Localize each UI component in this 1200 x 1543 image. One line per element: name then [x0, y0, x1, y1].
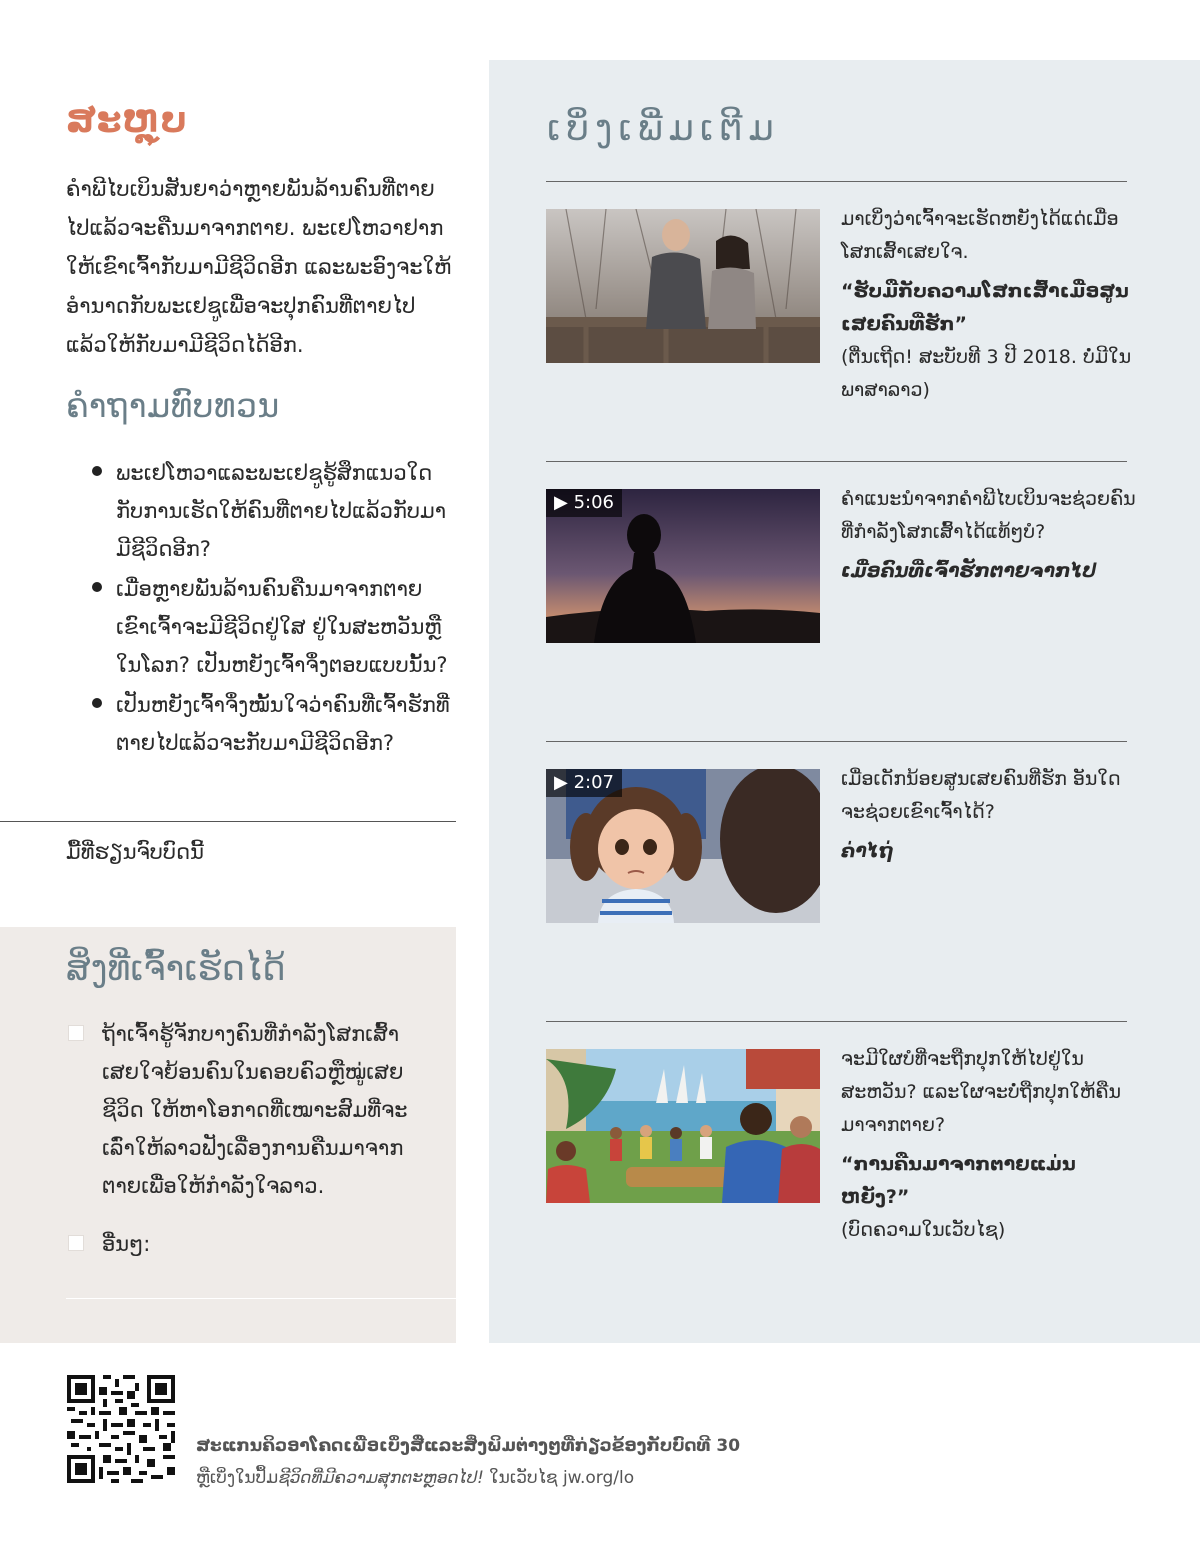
- footer-line-1: ສະແກນຄິວອາໂຄດເພື່ອເບິ່ງສື່ແລະສິ່ງພິມຕ່າງໆທີ່ກ່ຽວຂ້ອງກັບບົດທີ 30: [196, 1436, 741, 1456]
- review-question: ເມື່ອຫຼາຍພັນລ້ານຄົນຄືນມາຈາກຕາຍ ເຂົາເຈົ້າຈະມີຊີວິດຢູ່ໃສ ຢູ່ໃນສະຫວັນຫຼືໃນໂລກ? ເປັນຫຍັງເຈົ້າຈຶ່ງຕອບແບບນັ້ນ?: [90, 570, 450, 684]
- footer-book-title: ຊີວິດທີ່ມີຄວາມສຸກຕະຫຼອດໄປ!: [278, 1468, 484, 1488]
- todo-list: [66, 1015, 436, 1283]
- divider: [546, 461, 1127, 462]
- resource-text: [841, 1043, 1136, 1247]
- footer-prefix: ຫຼືເບິ່ງໃນປຶ້ມ: [196, 1468, 279, 1488]
- review-questions-title: ຄຳຖາມທົບທວນ: [66, 386, 280, 425]
- divider: [0, 821, 456, 822]
- review-question: ພະເຢໂຫວາແລະພະເຢຊູຮູ້ສຶກແນວໃດກັບການເຮັດໃຫ້ຄົນທີ່ຕາຍໄປແລ້ວກັບມາມີຊີວິດອີກ?: [90, 454, 450, 568]
- explore-more-title: ເບິ່ງເພີ່ມເຕີມ: [547, 108, 780, 149]
- resource-intro: ມາເບິ່ງວ່າເຈົ້າຈະເຮັດຫຍັງໄດ້ແດ່ເມື່ອໂສກເສົ້າເສຍໃຈ.: [841, 208, 1119, 263]
- resource-title-link[interactable]: ເມື່ອຄົນທີ່ເຈົ້າຮັກຕາຍຈາກໄປ: [841, 560, 1097, 582]
- divider: [546, 181, 1127, 182]
- completion-date-label: ມື້ທີ່ຮຽນຈົບບົດນີ້: [66, 840, 204, 864]
- resource-intro: ເມື່ອເດັກນ້ອຍສູນເສຍຄົນທີ່ຮັກ ອັນໃດຈະຊ່ວຍເຂົາເຈົ້າໄດ້?: [841, 768, 1121, 823]
- couple-photo-thumbnail[interactable]: [546, 209, 820, 363]
- resource-intro: ຈະມີໃຜບໍທີ່ຈະຖືກປຸກໃຫ້ໄປຢູ່ໃນສະຫວັນ? ແລະໃຜຈະບໍ່ຖືກປຸກໃຫ້ຄືນມາຈາກຕາຍ?: [841, 1048, 1121, 1136]
- divider: [546, 1021, 1127, 1022]
- review-question: ເປັນຫຍັງເຈົ້າຈຶ່ງໝັ້ນໃຈວ່າຄົນທີ່ເຈົ້າຮັກທີ່ຕາຍໄປແລ້ວຈະກັບມາມີຊີວິດອີກ?: [90, 686, 450, 762]
- qr-code-icon[interactable]: [67, 1375, 175, 1483]
- resource-title-link[interactable]: “ຮັບມືກັບຄວາມໂສກເສົ້າເມື່ອສູນເສຍຄົນທີ່ຮັກ”: [841, 280, 1129, 335]
- todo-title: ສິ່ງທີ່ເຈົ້າເຮັດໄດ້: [66, 949, 286, 989]
- things-you-can-do-box: [0, 927, 456, 1343]
- review-questions-list: [90, 454, 450, 764]
- divider: [546, 741, 1127, 742]
- video-duration-badge: ▶ 5:06: [546, 489, 622, 517]
- animated-girl-video-thumbnail[interactable]: [546, 769, 820, 923]
- todo-item-text: ຖ້າເຈົ້າຮູ້ຈັກບາງຄົນທີ່ກຳລັງໂສກເສົ້າເສຍໃຈຍ້ອນຄົນໃນຄອບຄົວຫຼືໝູ່ເສຍຊີວິດ ໃຫ້ຫາໂອກາດທີ່ເໝາະສົມທີ່ຈະເລົ່າໃຫ້ລາວຟັງເລື່ອງການຄືນມາຈາກຕາຍເພື່ອໃຫ້ກຳລັງໃຈລາວ.: [102, 1022, 408, 1198]
- video-duration-badge: ▶ 2:07: [546, 769, 622, 797]
- resource-note: (ບົດຄວາມໃນເວັບໄຊ): [841, 1219, 1006, 1241]
- resource-text: [841, 483, 1136, 588]
- resource-intro: ຄຳແນະນຳຈາກຄຳພີໄບເບິນຈະຊ່ວຍຄົນທີ່ກຳລັງໂສກເສົ້າໄດ້ແທ້ໆບໍ?: [841, 488, 1136, 543]
- summary-text: ຄຳພີໄບເບິນສັນຍາວ່າຫຼາຍພັນລ້ານຄົນທີ່ຕາຍໄປແລ້ວຈະຄືນມາຈາກຕາຍ. ພະເຢໂຫວາຢາກໃຫ້ເຂົາເຈົ້າກັບມາມີຊີວິດອີກ ແລະພະອົງຈະໃຫ້ອຳນາດກັບພະເຢຊູເພື່ອຈະປຸກຄົນທີ່ຕາຍໄປແລ້ວໃຫ້ກັບມາມີຊີວິດໄດ້ອີກ.: [66, 177, 452, 357]
- footer-website-link[interactable]: ໃນເວັບໄຊ jw.org/lo: [483, 1468, 635, 1488]
- summary-title: ສະຫຼຸບ: [66, 100, 188, 141]
- explore-more-panel: [489, 60, 1200, 1343]
- resource-text: [841, 763, 1136, 868]
- todo-item: [66, 1015, 436, 1205]
- resource-note: (ຕື່ນເຖີດ! ສະບັບທີ 3 ປີ 2018. ບໍ່ມີໃນພາສາລາວ): [841, 346, 1132, 401]
- resource-title-link[interactable]: “ການຄືນມາຈາກຕາຍແມ່ນຫຍັງ?”: [841, 1153, 1076, 1208]
- todo-item-text: ອື່ນໆ:: [102, 1232, 151, 1256]
- paradise-gathering-thumbnail[interactable]: [546, 1049, 820, 1203]
- todo-checkbox[interactable]: [68, 1235, 84, 1251]
- resource-text: [841, 203, 1136, 407]
- todo-item: [66, 1225, 436, 1263]
- silhouette-video-thumbnail[interactable]: [546, 489, 820, 643]
- write-in-line: [66, 1298, 456, 1299]
- footer-line-2: [196, 1462, 740, 1494]
- resource-title-link[interactable]: ຄ່າໄຖ່: [841, 840, 894, 862]
- footer-note: [196, 1430, 740, 1494]
- todo-checkbox[interactable]: [68, 1025, 84, 1041]
